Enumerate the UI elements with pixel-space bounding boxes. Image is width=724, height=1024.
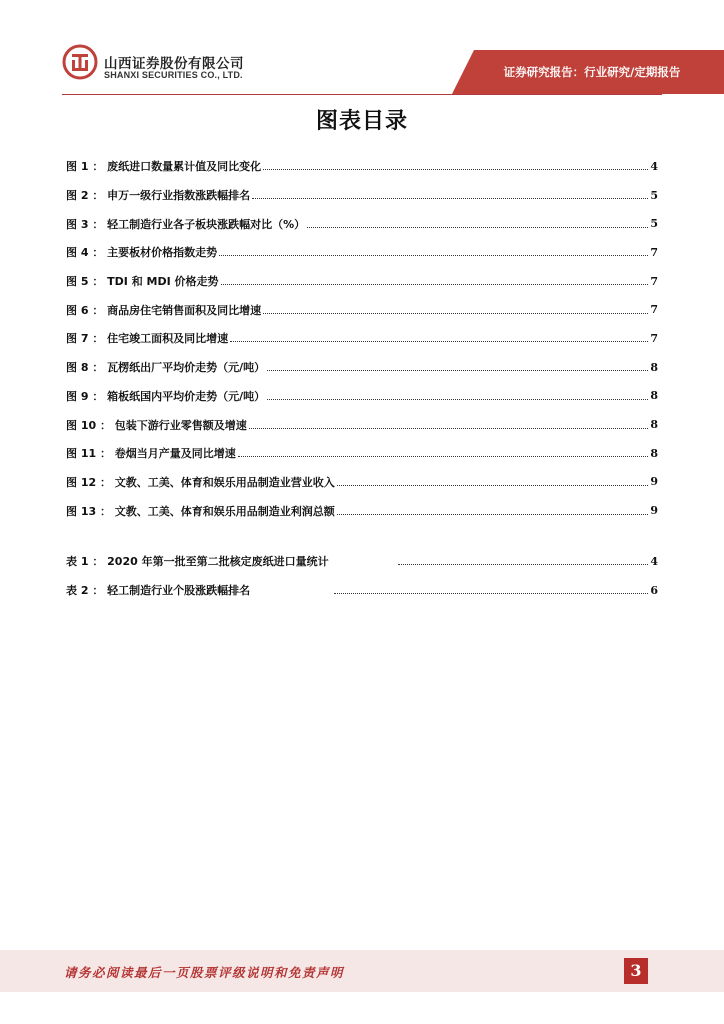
toc-entry-page: 4 xyxy=(650,159,658,173)
toc-entry-page: 8 xyxy=(650,446,658,460)
toc-entry-page: 5 xyxy=(650,217,658,231)
dot-leader xyxy=(337,478,649,486)
toc-entry-page: 7 xyxy=(650,331,658,345)
toc-entry-label: 图 13 ： 文教、工美、体育和娱乐用品制造业利润总额 xyxy=(66,504,335,518)
dot-leader xyxy=(263,306,648,314)
toc-entry-figure-1[interactable] xyxy=(66,152,658,181)
toc-entry-label: 图 3 ： 轻工制造行业各子板块涨跌幅对比（%） xyxy=(66,217,306,231)
figure-list xyxy=(66,152,658,525)
dot-leader xyxy=(238,449,649,457)
toc-entry-page: 9 xyxy=(650,475,658,489)
dot-leader xyxy=(263,162,648,170)
dot-leader xyxy=(249,421,649,429)
toc-entry-figure-8[interactable] xyxy=(66,353,658,382)
toc-entry-figure-10[interactable] xyxy=(66,410,658,439)
toc-entry-figure-12[interactable] xyxy=(66,468,658,497)
toc-entry-figure-2[interactable] xyxy=(66,181,658,210)
page-header xyxy=(0,0,724,100)
page-title: 图表目录 xyxy=(315,109,408,134)
toc-entry-figure-9[interactable] xyxy=(66,382,658,411)
dot-leader xyxy=(252,191,648,199)
report-type-label: 证券研究报告：行业研究/定期报告 xyxy=(503,65,681,79)
toc-entry-page: 7 xyxy=(650,303,658,317)
company-name-cn: 山西证券股份有限公司 xyxy=(104,56,244,72)
toc-entry-page: 5 xyxy=(650,188,658,202)
dot-leader xyxy=(221,277,649,285)
toc-entry-label: 图 2 ： 申万一级行业指数涨跌幅排名 xyxy=(66,189,251,203)
dot-leader xyxy=(219,248,648,256)
toc-entry-label: 图 11 ： 卷烟当月产量及同比增速 xyxy=(66,447,236,461)
dot-leader xyxy=(334,586,648,594)
toc-entry-page: 9 xyxy=(650,504,658,518)
toc-entry-figure-5[interactable] xyxy=(66,267,658,296)
toc-entry-page: 8 xyxy=(650,360,658,374)
toc-entry-label: 图 8 ： 瓦楞纸出厂平均价走势（元/吨） xyxy=(66,361,266,375)
toc-entry-figure-3[interactable] xyxy=(66,209,658,238)
toc-entry-label: 图 10 ： 包装下游行业零售额及增速 xyxy=(66,418,247,432)
toc-entry-table-2[interactable] xyxy=(66,576,658,605)
toc-entry-figure-6[interactable] xyxy=(66,295,658,324)
toc-entry-label: 表 2 ： 轻工制造行业个股涨跌幅排名 xyxy=(66,584,251,598)
toc-entry-figure-4[interactable] xyxy=(66,238,658,267)
toc-entry-label: 图 6 ： 商品房住宅销售面积及同比增速 xyxy=(66,303,262,317)
toc-entry-page: 6 xyxy=(650,583,658,597)
toc-entry-figure-11[interactable] xyxy=(66,439,658,468)
disclaimer-notice: 请务必阅读最后一页股票评级说明和免责声明 xyxy=(64,965,345,980)
header-divider xyxy=(62,94,662,95)
company-name-en: SHANXI SECURITIES CO., LTD. xyxy=(104,70,243,80)
dot-leader xyxy=(267,392,648,400)
toc-entry-page: 7 xyxy=(650,274,658,288)
company-logo-icon xyxy=(62,44,98,80)
toc-entry-page: 7 xyxy=(650,245,658,259)
toc-entry-page: 4 xyxy=(650,554,658,568)
page-number: 3 xyxy=(624,958,648,984)
toc-entry-page: 8 xyxy=(650,418,658,432)
toc-entry-table-1[interactable] xyxy=(66,547,658,576)
toc-entry-page: 8 xyxy=(650,389,658,403)
dot-leader xyxy=(267,363,648,371)
toc-entry-label: 图 12 ： 文教、工美、体育和娱乐用品制造业营业收入 xyxy=(66,475,335,489)
toc-entry-label: 图 9 ： 箱板纸国内平均价走势（元/吨） xyxy=(66,389,266,403)
toc-entry-label: 表 1 ： 2020 年第一批至第二批核定废纸进口量统计 xyxy=(66,555,329,569)
toc-entry-figure-7[interactable] xyxy=(66,324,658,353)
dot-leader xyxy=(337,507,649,515)
dot-leader xyxy=(307,220,648,228)
table-list xyxy=(66,547,658,604)
dot-leader xyxy=(230,334,648,342)
toc-entry-label: 图 1 ： 废纸进口数量累计值及同比变化 xyxy=(66,160,262,174)
toc-entry-label: 图 7 ： 住宅竣工面积及同比增速 xyxy=(66,332,229,346)
toc-entry-label: 图 4 ： 主要板材价格指数走势 xyxy=(66,246,218,260)
dot-leader xyxy=(398,557,648,565)
toc-entry-label: 图 5 ： TDI 和 MDI 价格走势 xyxy=(66,275,219,289)
toc-entry-figure-13[interactable] xyxy=(66,496,658,525)
